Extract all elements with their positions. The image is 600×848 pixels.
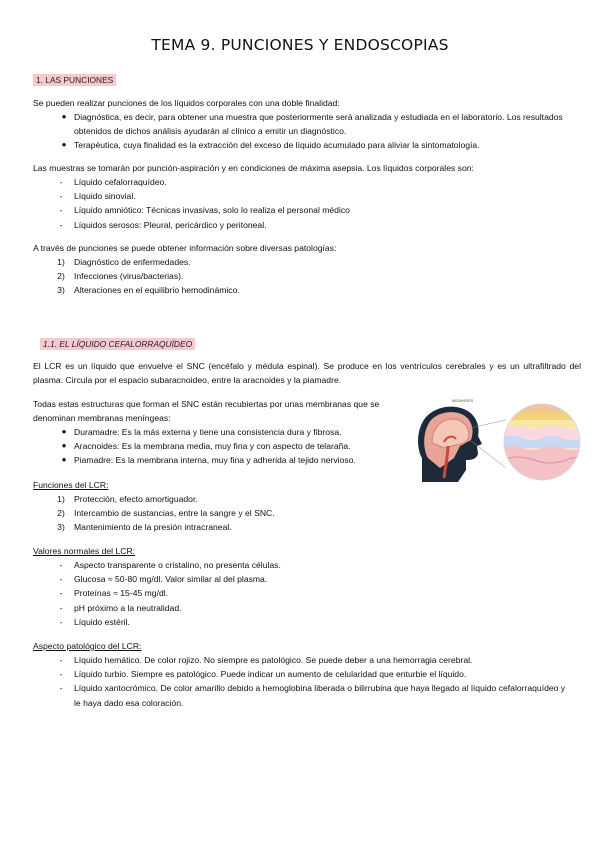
samples-intro: Las muestras se tomarán por punción-aspiración y en condiciones de máxima asepsia. Los líquidos corporales son: <box>33 163 474 173</box>
list-item: ● Duramadre: Es la más externa y tiene una consistencia dura y fibrosa. <box>74 425 414 439</box>
section-1-heading: 1. LAS PUNCIONES <box>33 74 116 86</box>
bullet-icon: ● <box>61 427 67 436</box>
bullet-icon: ● <box>61 455 67 465</box>
list-item: 3) Alteraciones en el equilibrio hemodinámico. <box>57 285 240 296</box>
page-title: TEMA 9. PUNCIONES Y ENDOSCOPIAS <box>151 36 449 54</box>
list-item: - Líquido turbio. Siempre es patológico. Puede indicar un aumento de celularidad que enturbie el líquido. <box>74 667 574 681</box>
list-item: - Líquido xantocrómico. De color amarillo debido a hemoglobina liberada o bilirrubina que haya llegado al líquido cefalorraquídeo y le haya dado esa coloración. <box>74 681 574 709</box>
dash-icon: - <box>59 191 63 202</box>
list-item: - Líquido sinovial. <box>74 189 574 203</box>
punciones-intro: Se pueden realizar punciones de los líquidos corporales con una doble finalidad: <box>33 98 340 108</box>
list-item: - pH próximo a la neutralidad. <box>74 601 574 615</box>
list-item: 3) Mantenimiento de la presión intracraneal. <box>57 522 232 533</box>
list-item: ● Piamadre: Es la membrana interna, muy fina y adherida al tejido nervioso. <box>74 453 414 467</box>
bullet-icon: ● <box>61 441 67 451</box>
dash-icon: - <box>59 616 63 627</box>
dash-icon: - <box>59 655 63 665</box>
functions-heading: Funciones del LCR: <box>33 480 109 490</box>
list-item: 2) Infecciones (virus/bacterias). <box>57 271 184 282</box>
list-item: - Líquido hemático. De color rojizo. No siempre es patológico. Se puede deber a una hemorragia cerebral. <box>74 653 574 667</box>
dash-icon: - <box>59 205 63 216</box>
list-item: - Proteínas ≈ 15-45 mg/dl. <box>74 586 574 600</box>
list-item: ● Diagnóstica, es decir, para obtener una muestra que posteriormente será analizada y estudiada en el laboratorio. Los resultados obtenidos de dichos análisis ayudarán al clínico a emitir un diagnóstico. <box>74 110 578 138</box>
list-item: - Líquidos serosos: Pleural, pericárdico y peritoneal. <box>74 218 574 232</box>
bullet-icon: ● <box>61 140 67 150</box>
section-1-heading-wrap <box>33 70 116 88</box>
dash-icon: - <box>59 177 63 187</box>
section-1-1-heading-wrap <box>40 334 195 352</box>
normal-values-heading: Valores normales del LCR: <box>33 546 136 556</box>
pathologic-heading: Aspecto patológico del LCR: <box>33 641 142 651</box>
list-item: - Líquido amniótico: Técnicas invasivas, solo lo realiza el personal médico <box>74 203 574 217</box>
dash-icon: - <box>59 588 63 599</box>
purpose-list <box>61 110 578 153</box>
bullet-icon: ● <box>61 112 67 121</box>
list-item: - Aspecto transparente o cristalino, no presenta células. <box>74 558 574 572</box>
membrane-list <box>61 425 414 468</box>
lcr-definition: El LCR es un líquido que envuelve el SNC (encéfalo y médula espinal). Se produce en los ventrículos cerebrales y es un ultrafiltrado del plasma. Circula por el espacio subaracnoideo, entre la aracnoides y la piamadre. <box>33 361 581 386</box>
dash-icon: - <box>59 669 63 680</box>
list-item: 2) Intercambio de sustancias, entre la sangre y el SNC. <box>57 508 275 519</box>
list-item: ● Aracnoides: Es la membrana media, muy fina y con aspecto de telaraña. <box>74 439 414 453</box>
functions-list <box>57 492 574 535</box>
figure-caption: MENINGES <box>452 398 474 403</box>
meninges-illustration <box>414 398 582 484</box>
dash-icon: - <box>59 574 63 585</box>
list-item: 1) Diagnóstico de enfermedades. <box>57 257 191 267</box>
membranes-intro-line-1: Todas estas estructuras que forman el SNC están recubiertas por unas membranas que se <box>33 399 380 409</box>
membranes-intro-line-2: denominan membranas meníngeas: <box>33 413 171 423</box>
list-item: - Glucosa ≈ 50-80 mg/dl. Valor similar al del plasma. <box>74 572 574 586</box>
info-intro: A través de punciones se puede obtener información sobre diversas patologías: <box>33 243 337 253</box>
dash-icon: - <box>59 219 63 230</box>
pathology-list <box>57 255 574 298</box>
fluid-list <box>59 175 574 232</box>
normal-values-list <box>59 558 574 629</box>
list-item: ● Terapéutica, cuya finalidad es la extracción del exceso de líquido acumulado para aliviar la sintomatología. <box>74 138 578 152</box>
list-item: 1) Protección, efecto amortiguador. <box>57 494 198 504</box>
dash-icon: - <box>59 602 63 613</box>
dash-icon: - <box>59 560 63 570</box>
list-item: - Líquido estéril. <box>74 615 574 629</box>
meninges-figure <box>414 398 582 484</box>
dash-icon: - <box>59 683 63 694</box>
pathologic-list <box>59 653 574 710</box>
section-1-1-heading: 1.1. EL LÍQUIDO CEFALORRAQUÍDEO <box>40 338 195 350</box>
list-item: - Líquido cefalorraquídeo. <box>74 175 574 189</box>
